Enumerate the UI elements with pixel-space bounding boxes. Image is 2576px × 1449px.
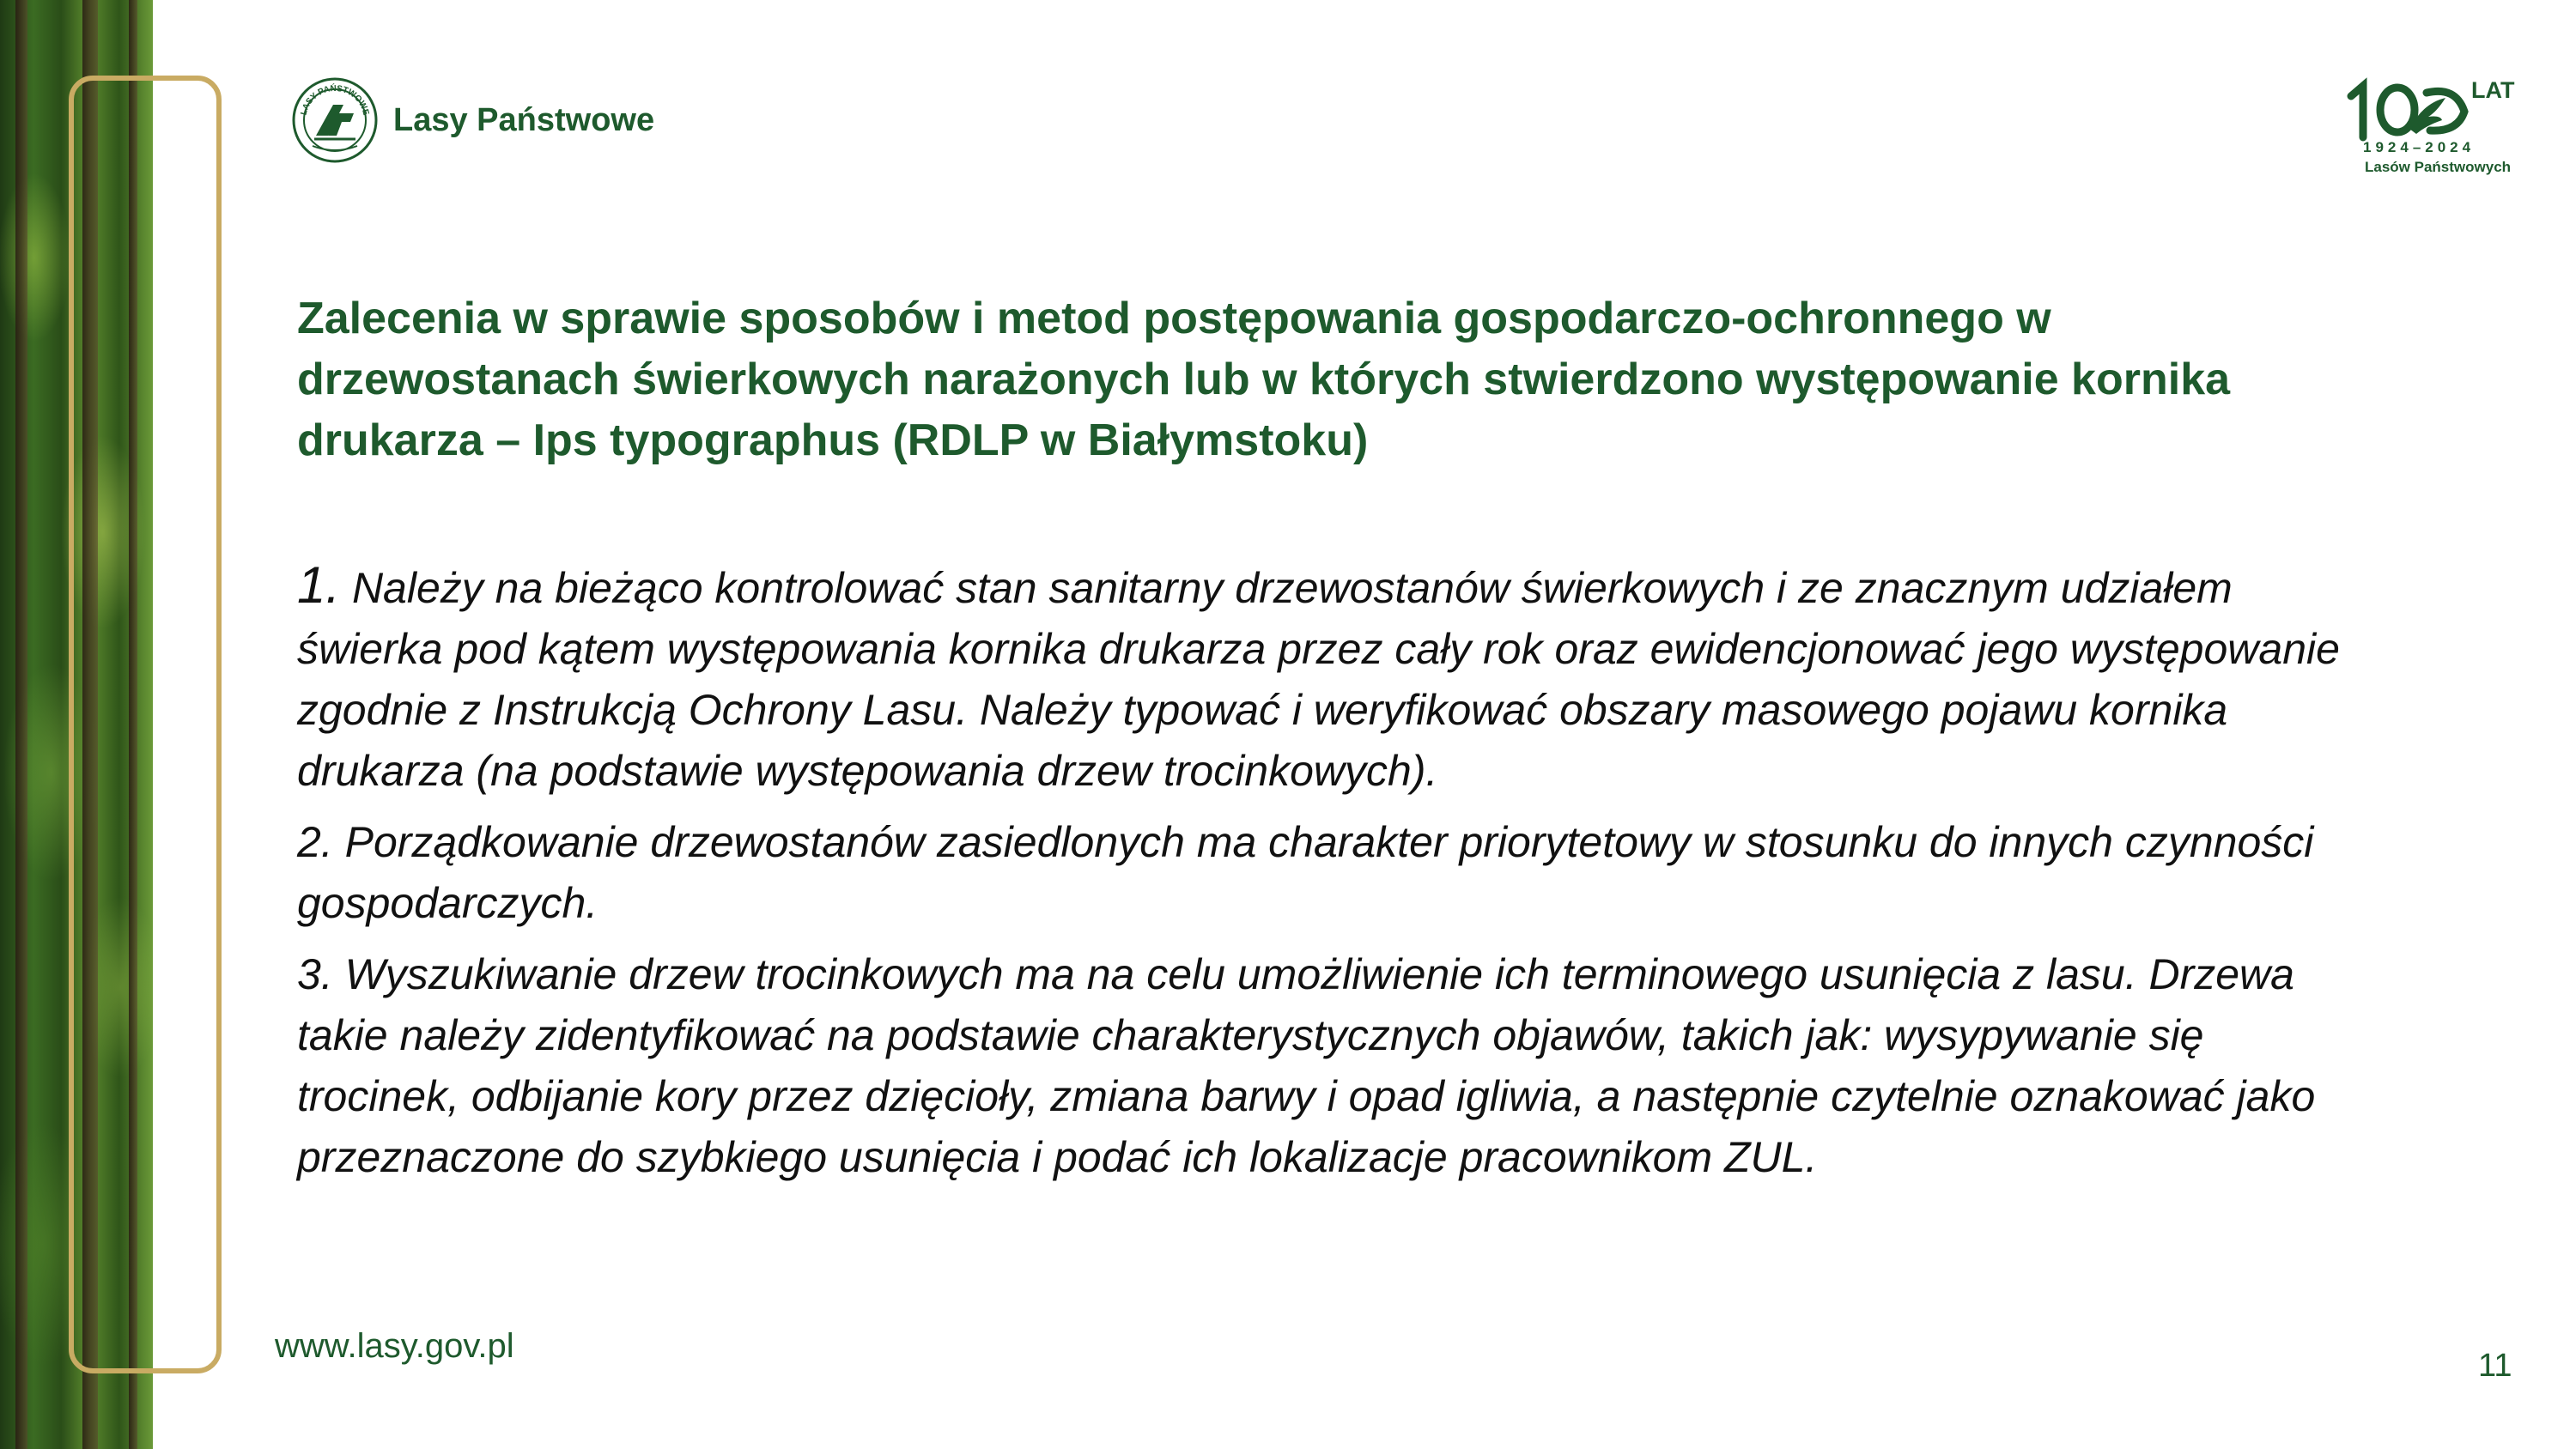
item-text: Porządkowanie drzewostanów zasiedlonych ma charakter priorytetowy w stosunku do innych czynności gospodarczych. (297, 818, 2314, 927)
item-number: 2. (297, 818, 333, 866)
anniversary-100-logo (2344, 77, 2516, 180)
item-text: Wyszukiwanie drzew trocinkowych ma na celu umożliwienie ich terminowego usunięcia z lasu. Drzewa takie należy zidentyfikować na podstawie charakterystycznych objawów, takich jak: wysypywanie się trocinek, odbijanie kory przez dzięcioły, zmiana barwy i opad igliwia, a następnie czytelnie oznakować jako przeznaczone do szybkiego usunięcia i podać ich lokalizacje pracownikom ZUL. (297, 950, 2316, 1181)
recommendations-list (297, 555, 2341, 1198)
list-item (297, 812, 2341, 934)
list-item (297, 944, 2341, 1188)
brand-name: Lasy Państwowe (393, 101, 655, 138)
item-number: 1. (297, 556, 341, 614)
gold-frame-decoration (69, 76, 222, 1373)
lat-label: LAT (2471, 77, 2515, 103)
lasy-panstwowe-logo (290, 76, 654, 165)
emblem-icon (290, 76, 380, 165)
hundred-oak-leaf-icon (2344, 77, 2482, 146)
item-number: 3. (297, 950, 333, 998)
item-text: Należy na bieżąco kontrolować stan sanitarny drzewostanów świerkowych i ze znacznym udziałem świerka pod kątem występowania kornika drukarza przez cały rok oraz ewidencjonować jego występowanie zgodnie z Instrukcją Ochrony Lasu. Należy typować i weryfikować obszary masowego pojawu kornika drukarza (na podstawie występowania drzew trocinkowych). (297, 564, 2340, 795)
website-url: www.lasy.gov.pl (275, 1327, 514, 1365)
svg-text:LASY PAŃSTWOWE: LASY PAŃSTWOWE (299, 83, 371, 117)
page-number: 11 (2478, 1348, 2512, 1384)
slide-title: Zalecenia w sprawie sposobów i metod postępowania gospodarczo-ochronnego w drzewostanach świerkowych narażonych lub w których stwierdzono występowanie kornika drukarza – Ips typographus (RDLP w Białymstoku) (297, 294, 2231, 465)
tree-trunk (15, 0, 27, 1449)
list-item (297, 555, 2341, 802)
anniversary-subtitle: Lasów Państwowych (2365, 159, 2512, 175)
anniversary-years: 1924–2024 (2363, 139, 2476, 155)
